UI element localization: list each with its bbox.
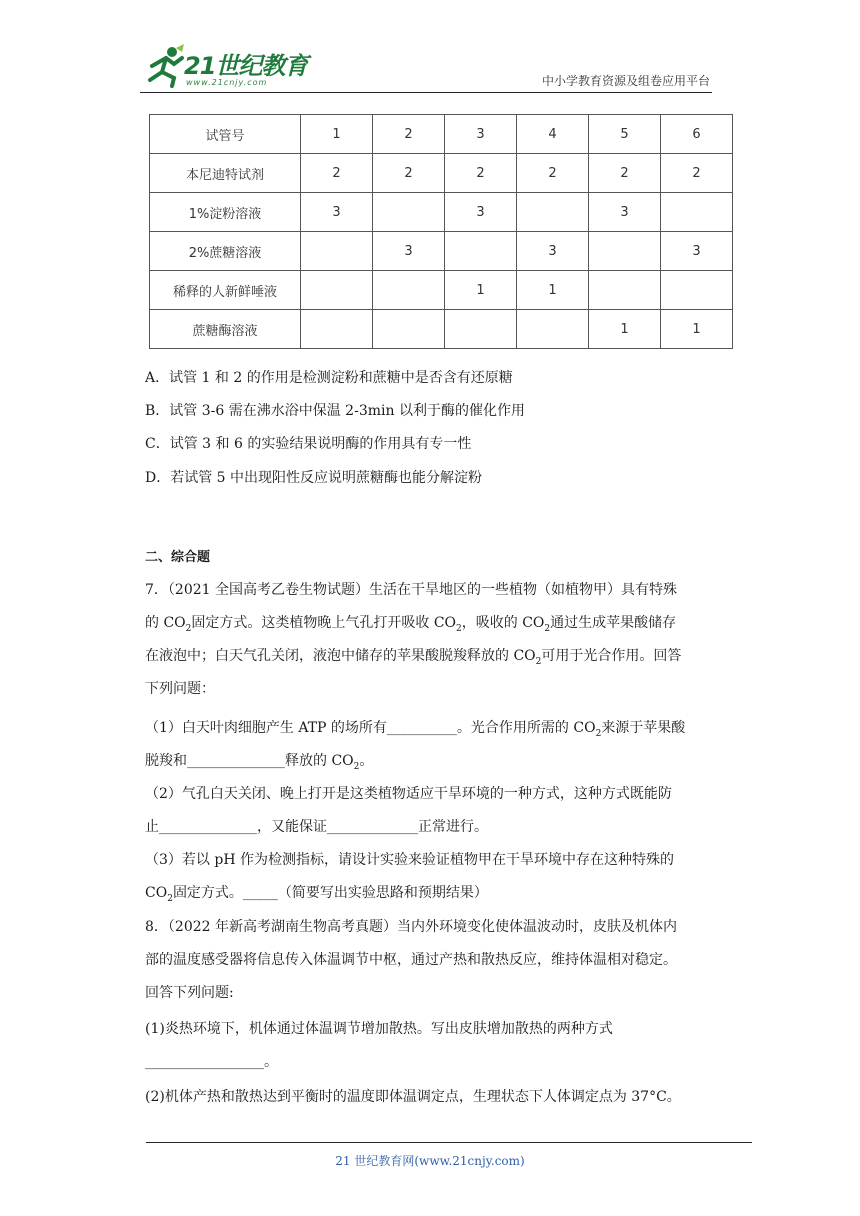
table-cell <box>517 310 589 349</box>
q8-line-1: 8．（2022 年新高考湖南生物高考真题）当内外环境变化使体温波动时，皮肤及机体内 <box>145 919 677 935</box>
q7-line-3: 在液泡中；白天气孔关闭，液泡中储存的苹果酸脱羧释放的 $CO_2$可用于光合作用。回答 <box>145 648 682 667</box>
logo-text: 21世纪教育 <box>184 52 308 80</box>
q7-line-4: 下列问题： <box>145 681 215 697</box>
logo <box>142 44 312 94</box>
table-cell <box>301 310 373 349</box>
row-label: 本尼迪特试剂 <box>150 154 301 193</box>
q7-line-2: 的 $CO_2$固定方式。这类植物晚上气孔打开吸收 $CO_2$，吸收的 $CO_2$通过生成苹果酸储存 <box>145 615 677 634</box>
row-label: 2%蔗糖溶液 <box>150 232 301 271</box>
table-row <box>150 232 733 271</box>
q8-line-3: 回答下列问题: <box>145 985 234 1001</box>
table-cell: 5 <box>589 115 661 154</box>
table-cell: 3 <box>589 193 661 232</box>
q7-part-3-cont: $CO_2$固定方式。_____（简要写出实验思路和预期结果） <box>145 885 488 904</box>
table-row <box>150 115 733 154</box>
table-cell: 2 <box>373 115 445 154</box>
table-row <box>150 193 733 232</box>
option-b: B．试管 3-6 需在沸水浴中保温 2-3min 以利于酶的催化作用 <box>145 403 525 419</box>
row-label: 1%淀粉溶液 <box>150 193 301 232</box>
table-cell: 1 <box>301 115 373 154</box>
table-cell: 2 <box>373 154 445 193</box>
table-cell <box>301 232 373 271</box>
q7-part-1-cont: 脱羧和______________释放的 $CO_2$。 <box>145 753 374 772</box>
table-row <box>150 271 733 310</box>
header-divider <box>140 92 712 93</box>
experiment-table <box>149 114 733 349</box>
table-cell: 3 <box>445 115 517 154</box>
table-cell: 2 <box>517 154 589 193</box>
row-label: 稀释的人新鲜唾液 <box>150 271 301 310</box>
table-cell <box>517 193 589 232</box>
section-title: 二、综合题 <box>145 550 211 565</box>
table-cell <box>373 310 445 349</box>
logo-url: www.21cnjy.com <box>186 78 268 87</box>
table-cell: 2 <box>589 154 661 193</box>
q8-part-1: (1)炎热环境下，机体通过体温调节增加散热。写出皮肤增加散热的两种方式 <box>145 1021 613 1037</box>
q8-line-2: 部的温度感受器将信息传入体温调节中枢，通过产热和散热反应，维持体温相对稳定。 <box>145 952 677 968</box>
table-cell: 1 <box>589 310 661 349</box>
q7-part-2: （2）气孔白天关闭、晚上打开是这类植物适应干旱环境的一种方式，这种方式既能防 <box>145 786 672 802</box>
option-d: D．若试管 5 中出现阳性反应说明蔗糖酶也能分解淀粉 <box>145 470 483 486</box>
table-cell: 6 <box>661 115 733 154</box>
table-cell <box>661 271 733 310</box>
row-label: 蔗糖酶溶液 <box>150 310 301 349</box>
table-cell <box>661 193 733 232</box>
table-cell: 3 <box>445 193 517 232</box>
table-cell: 2 <box>661 154 733 193</box>
table-cell: 2 <box>301 154 373 193</box>
table-cell <box>301 271 373 310</box>
runner-logo-icon <box>142 44 186 88</box>
q7-part-3: （3）若以 pH 作为检测指标，请设计实验来验证植物甲在干旱环境中存在这种特殊的 <box>145 852 674 868</box>
table-cell <box>445 232 517 271</box>
platform-name: 中小学教育资源及组卷应用平台 <box>541 74 710 88</box>
footer-text: 21 世纪教育网(www.21cnjy.com) <box>335 1154 525 1168</box>
option-c: C．试管 3 和 6 的实验结果说明酶的作用具有专一性 <box>145 436 472 452</box>
q7-part-2-cont: 止______________，又能保证_____________正常进行。 <box>145 819 488 835</box>
table-cell: 3 <box>661 232 733 271</box>
q8-part-1-blank: _________________。 <box>145 1054 278 1070</box>
option-a: A．试管 1 和 2 的作用是检测淀粉和蔗糖中是否含有还原糖 <box>145 370 513 386</box>
table-cell <box>589 271 661 310</box>
footer-divider <box>146 1142 752 1143</box>
q7-part-1: （1）白天叶肉细胞产生 ATP 的场所有__________。光合作用所需的 $CO_2$来源于苹果酸 <box>145 720 686 739</box>
table-row <box>150 310 733 349</box>
row-label: 试管号 <box>150 115 301 154</box>
table-cell: 3 <box>517 232 589 271</box>
table-cell: 1 <box>661 310 733 349</box>
table-cell: 3 <box>373 232 445 271</box>
table-cell: 2 <box>445 154 517 193</box>
table-cell: 1 <box>445 271 517 310</box>
table-cell <box>373 271 445 310</box>
table-cell <box>445 310 517 349</box>
table-cell <box>373 193 445 232</box>
q7-line-1: 7．（2021 全国高考乙卷生物试题）生活在干旱地区的一些植物（如植物甲）具有特殊 <box>145 582 677 598</box>
table-cell: 3 <box>301 193 373 232</box>
table-cell: 1 <box>517 271 589 310</box>
table-row <box>150 154 733 193</box>
q8-part-2: (2)机体产热和散热达到平衡时的温度即体温调定点，生理状态下人体调定点为 37°C。 <box>145 1089 681 1105</box>
table-cell <box>589 232 661 271</box>
table-cell: 4 <box>517 115 589 154</box>
